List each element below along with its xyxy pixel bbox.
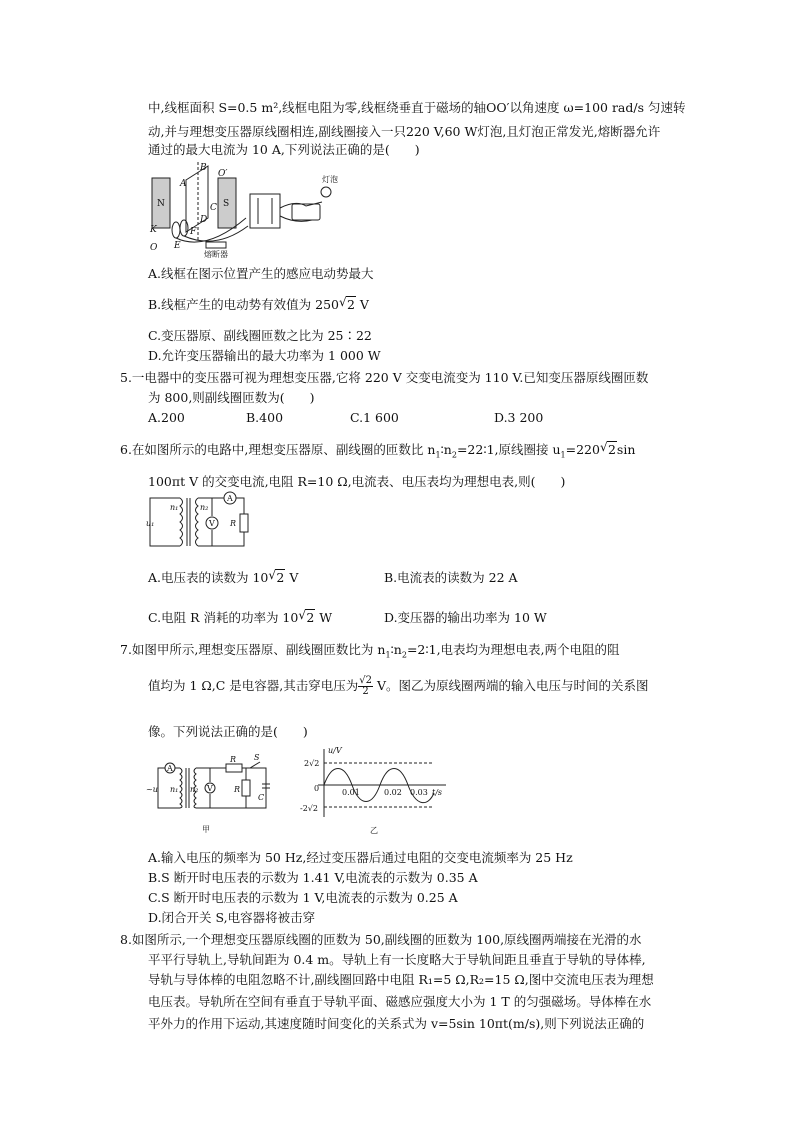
q7-circuit-jia <box>146 752 270 836</box>
q6-stem-line1: 6.在如图所示的电路中,理想变压器原、副线圈的匝数比 $n_1∶n_2=22∶1$,原线圈接 $u_1=220√$ 2sin <box>120 440 635 460</box>
q6-circuit-figure <box>146 490 250 552</box>
q7-option-b: B.S 断开时电压表的示数为 1.41 V,电流表的示数为 0.35 A <box>148 870 478 885</box>
fig-label-B: B <box>200 163 207 173</box>
fig-label-R-top: R <box>230 755 237 764</box>
q6-stem-line2: 100πt V 的交变电流,电阻 R=10 Ω,电流表、电压表均为理想电表,则( ) <box>148 474 566 489</box>
yi-tick-neg2root2: -2√2 <box>300 804 318 813</box>
fig-label-n2-jia: n₂ <box>190 785 199 794</box>
fig-label-ammeter-jia: A <box>167 764 173 773</box>
fig-label-K: K <box>150 225 157 235</box>
fig-label-D: D <box>200 215 208 225</box>
q4-option-d: D.允许变压器输出的最大功率为 1 000 W <box>148 348 381 363</box>
yi-tick-0: 0 <box>314 784 320 793</box>
fig-label-u-jia: ~u <box>146 785 158 794</box>
fig-label-ammeter: A <box>227 494 233 503</box>
fig-label-C: C <box>258 793 265 802</box>
yi-xlabel: t/s <box>432 788 443 797</box>
fig-caption-yi: 乙 <box>370 826 378 835</box>
q5-option-d: D.3 200 <box>494 410 544 425</box>
yi-tick-0.01: 0.01 <box>342 788 360 797</box>
q8-stem-line5: 平外力的作用下运动,其速度随时间变化的关系式为 v=5sin 10πt(m/s),则下列说法正确的 <box>148 1016 645 1031</box>
q4-stem-line1: 中,线框面积 S=0.5 m²,线框电阻为零,线框绕垂直于磁场的轴OO′以角速度 ω=100 rad/s 匀速转 <box>148 100 686 115</box>
q4-option-a: A.线框在图示位置产生的感应电动势最大 <box>148 266 374 281</box>
fig-label-fuse: 熔断器 <box>204 250 228 259</box>
fig-label-E: E <box>174 241 181 251</box>
q8-stem-line1: 8.如图所示,一个理想变压器原线圈的匝数为 50,副线圈的匝数为 100,原线圈两端接在光滑的水 <box>120 932 642 947</box>
fig-label-N: N <box>157 199 165 209</box>
q8-stem-line2: 平平行导轨上,导轨间距为 0.4 m。导轨上有一长度略大于导轨间距且垂直于导轨的导体棒, <box>148 952 646 967</box>
q6-option-c: C.电阻 R 消耗的功率为 10√ 2 W <box>148 608 332 626</box>
q7-graph-yi <box>298 745 448 837</box>
yi-ylabel: u/V <box>328 746 342 755</box>
fig-label-O: O <box>150 243 158 253</box>
q4-generator-figure <box>146 160 346 260</box>
q8-stem-line3: 导轨与导体棒的电阻忽略不计,副线圈回路中电阻 R₁=5 Ω,R₂=15 Ω,图中交流电压表为理想 <box>148 972 654 987</box>
fig-label-F: F <box>190 227 197 237</box>
q7-stem-line2: 值均为 1 Ω,C 是电容器,其击穿电压为 $\frac{√2}{2}$ V。图乙为原线圈两端的输入电压与时间的关系图 <box>148 675 649 697</box>
yi-tick-0.02: 0.02 <box>384 788 402 797</box>
q7-option-d: D.闭合开关 S,电容器将被击穿 <box>148 910 316 925</box>
q4-stem-line3: 通过的最大电流为 10 A,下列说法正确的是( ) <box>148 142 420 157</box>
fig-label-bulb: 灯泡 <box>322 175 338 184</box>
q4-option-b: B.线框产生的电动势有效值为 250√ 2 V <box>148 295 369 313</box>
q5-stem-line2: 为 800,则副线圈匝数为( ) <box>148 390 315 405</box>
fig-label-switch-S: S <box>254 753 260 762</box>
fig-label-C: C <box>210 203 217 213</box>
q5-option-b: B.400 <box>246 410 284 425</box>
fig-label-n1-jia: n₁ <box>170 785 179 794</box>
yi-tick-2root2: 2√2 <box>304 759 320 768</box>
fig-label-S: S <box>223 199 230 209</box>
fig-label-n2: n₂ <box>200 503 209 512</box>
q5-stem-line1: 5.一电器中的变压器可视为理想变压器,它将 220 V 交变电流变为 110 V.已知变压器原线圈匝数 <box>120 370 649 385</box>
fig-label-u1: u₁ <box>146 519 155 528</box>
fig-caption-jia: 甲 <box>202 825 210 834</box>
q7-stem-line1: 7.如图甲所示,理想变压器原、副线圈匝数比为 $n_1∶n_2=2∶1$,电表均为理想电表,两个电阻的阻 <box>120 642 620 660</box>
q7-stem-line3: 像。下列说法正确的是( ) <box>148 724 308 739</box>
q7-option-c: C.S 断开时电压表的示数为 1 V,电流表的示数为 0.25 A <box>148 890 458 905</box>
q8-stem-line4: 电压表。导轨所在空间有垂直于导轨平面、磁感应强度大小为 1 T 的匀强磁场。导体棒在水 <box>148 994 652 1009</box>
q4-option-c: C.变压器原、副线圈匝数之比为 25∶22 <box>148 328 372 343</box>
fig-label-R-mid: R <box>234 785 241 794</box>
q6-option-d: D.变压器的输出功率为 10 W <box>384 610 547 625</box>
q7-option-a: A.输入电压的频率为 50 Hz,经过变压器后通过电阻的交变电流频率为 25 Hz <box>148 850 573 865</box>
fig-label-R: R <box>230 519 237 528</box>
fig-label-voltmeter-jia: V <box>207 784 213 793</box>
fig-label-voltmeter: V <box>209 519 215 528</box>
yi-tick-0.03: 0.03 <box>410 788 428 797</box>
fig-label-n1: n₁ <box>170 503 179 512</box>
q6-option-b: B.电流表的读数为 22 A <box>384 570 518 585</box>
q5-option-c: C.1 600 <box>350 410 399 425</box>
fig-label-O-prime: O′ <box>218 169 228 179</box>
q5-option-a: A.200 <box>148 410 185 425</box>
fig-label-A: A <box>180 179 187 189</box>
q4-stem-line2: 动,并与理想变压器原线圈相连,副线圈接入一只220 V,60 W灯泡,且灯泡正常发光,熔断器允许 <box>148 124 661 139</box>
q6-option-a: A.电压表的读数为 10√ 2 V <box>148 568 298 586</box>
